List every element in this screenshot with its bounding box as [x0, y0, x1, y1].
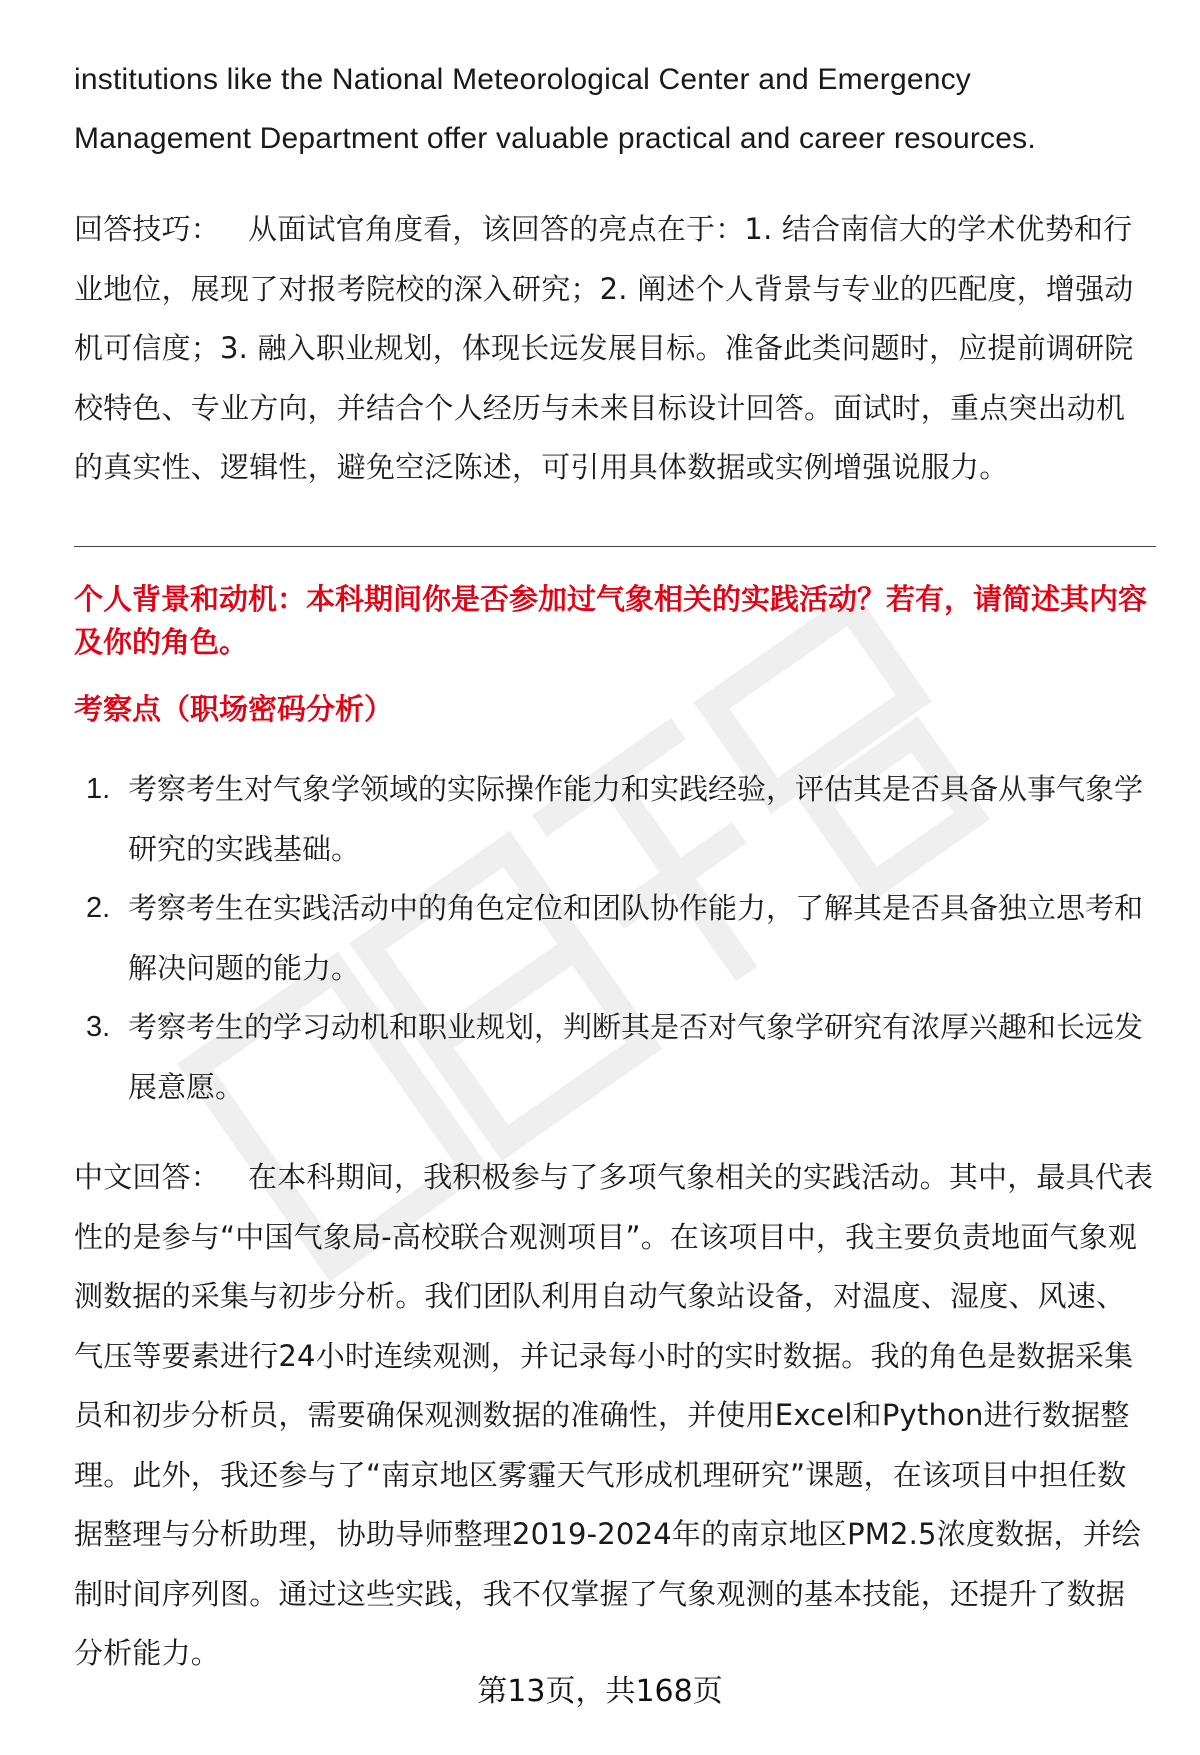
list-item: [74, 998, 1159, 1117]
list-item-text: 考察考生的学习动机和职业规划，判断其是否对气象学研究有浓厚兴趣和长远发展意愿。: [128, 1010, 1144, 1104]
intro-paragraph: institutions like the National Meteorological Center and Emergency Management Department offer valuable practical and career resources.: [74, 63, 1036, 155]
list-item: [74, 760, 1159, 879]
section-divider: [74, 546, 1156, 547]
question-heading: 个人背景和动机：本科期间你是否参加过气象相关的实践活动？若有，请简述其内容及你的角色。: [74, 582, 1148, 659]
list-item-text: 考察考生在实践活动中的角色定位和团队协作能力，了解其是否具备独立思考和解决问题的能力。: [128, 891, 1144, 985]
list-item-number: 1.: [86, 773, 111, 805]
answer-tips-label: 回答技巧：: [74, 212, 221, 246]
chinese-answer-label: 中文回答：: [74, 1160, 221, 1194]
list-item-number: 3.: [86, 1011, 111, 1043]
exam-points-list: [74, 760, 1159, 1117]
chinese-answer-text: 在本科期间，我积极参与了多项气象相关的实践活动。其中，最具代表性的是参与“中国气象局-高校联合观测项目”。在该项目中，我主要负责地面气象观测数据的采集与初步分析。我们团队利用自动气象站设备，对温度、湿度、风速、气压等要素进行24小时连续观测，并记录每小时的实时数据。我的角色是数据采集员和初步分析员，需要确保观测数据的准确性，并使用Excel和Python进行数据整理。此外，我还参与了“南京地区雾霾天气形成机理研究”课题，在该项目中担任数据整理与分析助理，协助导师整理2019-2024年的南京地区PM2.5浓度数据，并绘制时间序列图。通过这些实践，我不仅掌握了气象观测的基本技能，还提升了数据分析能力。: [74, 1160, 1154, 1670]
list-item-text: 考察考生对气象学领域的实际操作能力和实践经验，评估其是否具备从事气象学研究的实践基础。: [128, 772, 1144, 866]
page-number: 第13页，共168页: [477, 1674, 723, 1709]
chinese-answer-paragraph: [74, 1148, 1154, 1684]
list-item-number: 2.: [86, 892, 111, 924]
answer-tips-paragraph: [74, 200, 1154, 498]
answer-tips-text: 从面试官角度看，该回答的亮点在于：1. 结合南信大的学术优势和行业地位，展现了对报考院校的深入研究；2. 阐述个人背景与专业的匹配度，增强动机可信度；3. 融入职业规划，体现长远发展目标。准备此类问题时，应提前调研院校特色、专业方向，并结合个人经历与未来目标设计回答。面试时，重点突出动机的真实性、逻辑性，避免空泛陈述，可引用具体数据或实例增强说服力。: [74, 212, 1134, 484]
exam-points-heading: 考察点（职场密码分析）: [74, 692, 394, 726]
list-item: [74, 879, 1159, 998]
